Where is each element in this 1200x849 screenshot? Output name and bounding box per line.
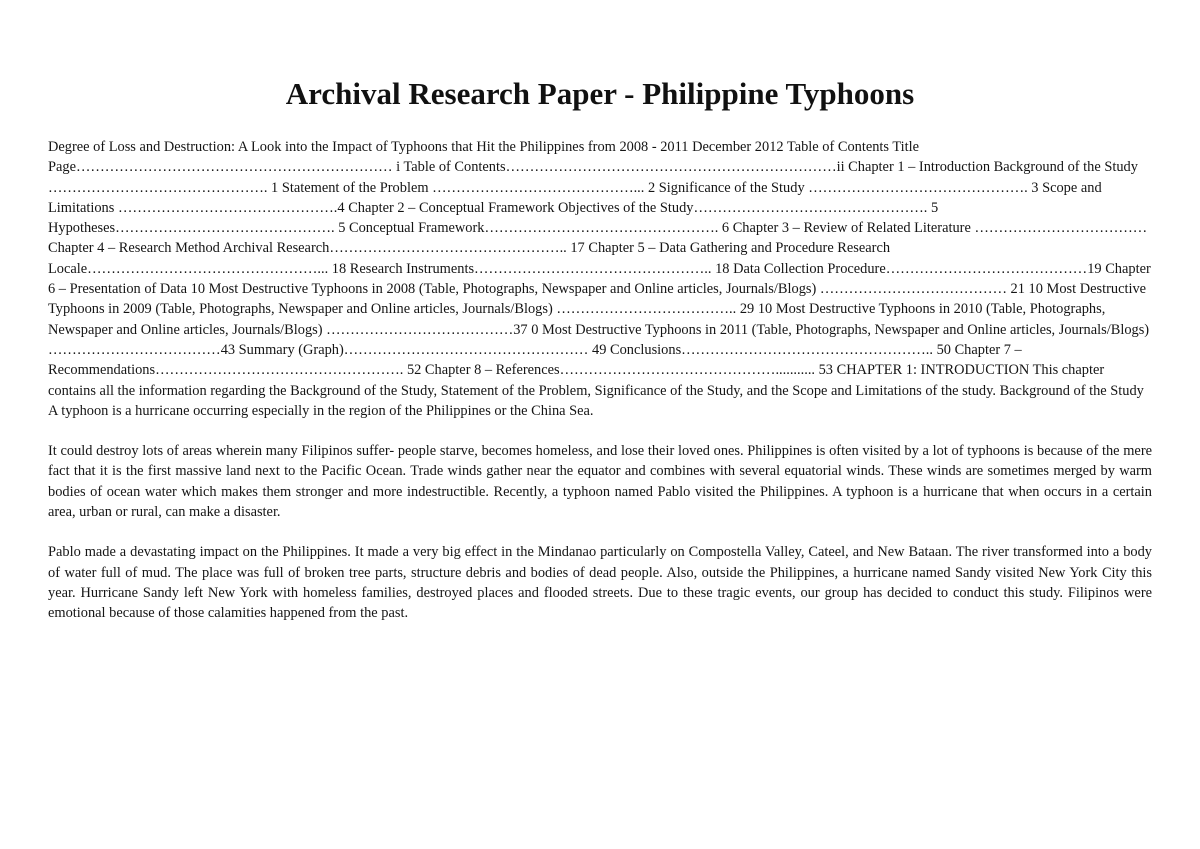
document-title: Archival Research Paper - Philippine Typhoons — [285, 76, 915, 111]
body-paragraph-3: Pablo made a devastating impact on the Philippines. It made a very big effect in the Mindanao particularly on Compostella Valley, Cateel, and New Bataan. The river transformed into a body of water full of mud. The place was full of broken tree parts, structure debris and bodies of dead people. Also, outside the Philippines, a hurricane named Sandy visited New York City this year. Hurricane Sandy left New York with homeless families, destroyed places and flooded streets. Due to these tragic events, our group has decided to conduct this study. Filipinos were emotional because of those calamities happened from the past. — [48, 544, 1152, 622]
document-body — [48, 137, 1152, 624]
body-paragraph-2: It could destroy lots of areas wherein many Filipinos suffer- people starve, becomes homeless, and lose their loved ones. Philippines is often visited by a lot of typhoons is because of the mere fact that it is the first massive land next to the Pacific Ocean. Trade winds gather near the equator and combines with several equatorial winds. These winds are sometimes merged by warm bodies of ocean water which makes them stronger and more indestructible. Recently, a typhoon named Pablo visited the Philippines. A typhoon is a hurricane that when occurs in a certain area, urban or rural, can make a disaster. — [48, 443, 1152, 521]
table-of-contents-paragraph: Degree of Loss and Destruction: A Look into the Impact of Typhoons that Hit the Philippines from 2008 - 2011 December 2012 Table of Contents Title Page………………………………………………………… i Table of Contents……………………………………………………………ii Chapter 1 – Introduction Background of the Study ………………………………………. 1 Statement of the Problem ……………………………………... 2 Significance of the Study ………………………………………. 3 Scope and Limitations ……………………………………….4 Chapter 2 – Conceptual Framework Objectives of the Study…………………………………………. 5 Hypotheses………………………………………. 5 Conceptual Framework…………………………………………. 6 Chapter 3 – Review of Related Literature ……………………………… Chapter 4 – Research Method Archival Research………………………………………….. 17 Chapter 5 – Data Gathering and Procedure Research Locale…………………………………………... 18 Research Instruments………………………………………….. 18 Data Collection Procedure……………………………………19 Chapter 6 – Presentation of Data 10 Most Destructive Typhoons in 2008 (Table, Photographs, Newspaper and Online articles, Journals/Blogs) ………………………………… 21 10 Most Destructive Typhoons in 2009 (Table, Photographs, Newspaper and Online articles, Journals/Blogs) ……………………………….. 29 10 Most Destructive Typhoons in 2010 (Table, Photographs, Newspaper and Online articles, Journals/Blogs) …………………………………37 0 Most Destructive Typhoons in 2011 (Table, Photographs, Newspaper and Online articles, Journals/Blogs) ………………………………43 Summary (Graph)…………………………………………… 49 Conclusions…………………………………………….. 50 Chapter 7 – Recommendations……………………………………………. 52 Chapter 8 – References………………………………………........... 53 CHAPTER 1: INTRODUCTION This chapter contains all the information regarding the Background of the Study, Statement of the Problem, Significance of the Study, and the Scope and Limitations of the study. Background of the Study A typhoon is a hurricane occurring especially in the region of the Philippines or the China Sea. — [48, 139, 1151, 419]
